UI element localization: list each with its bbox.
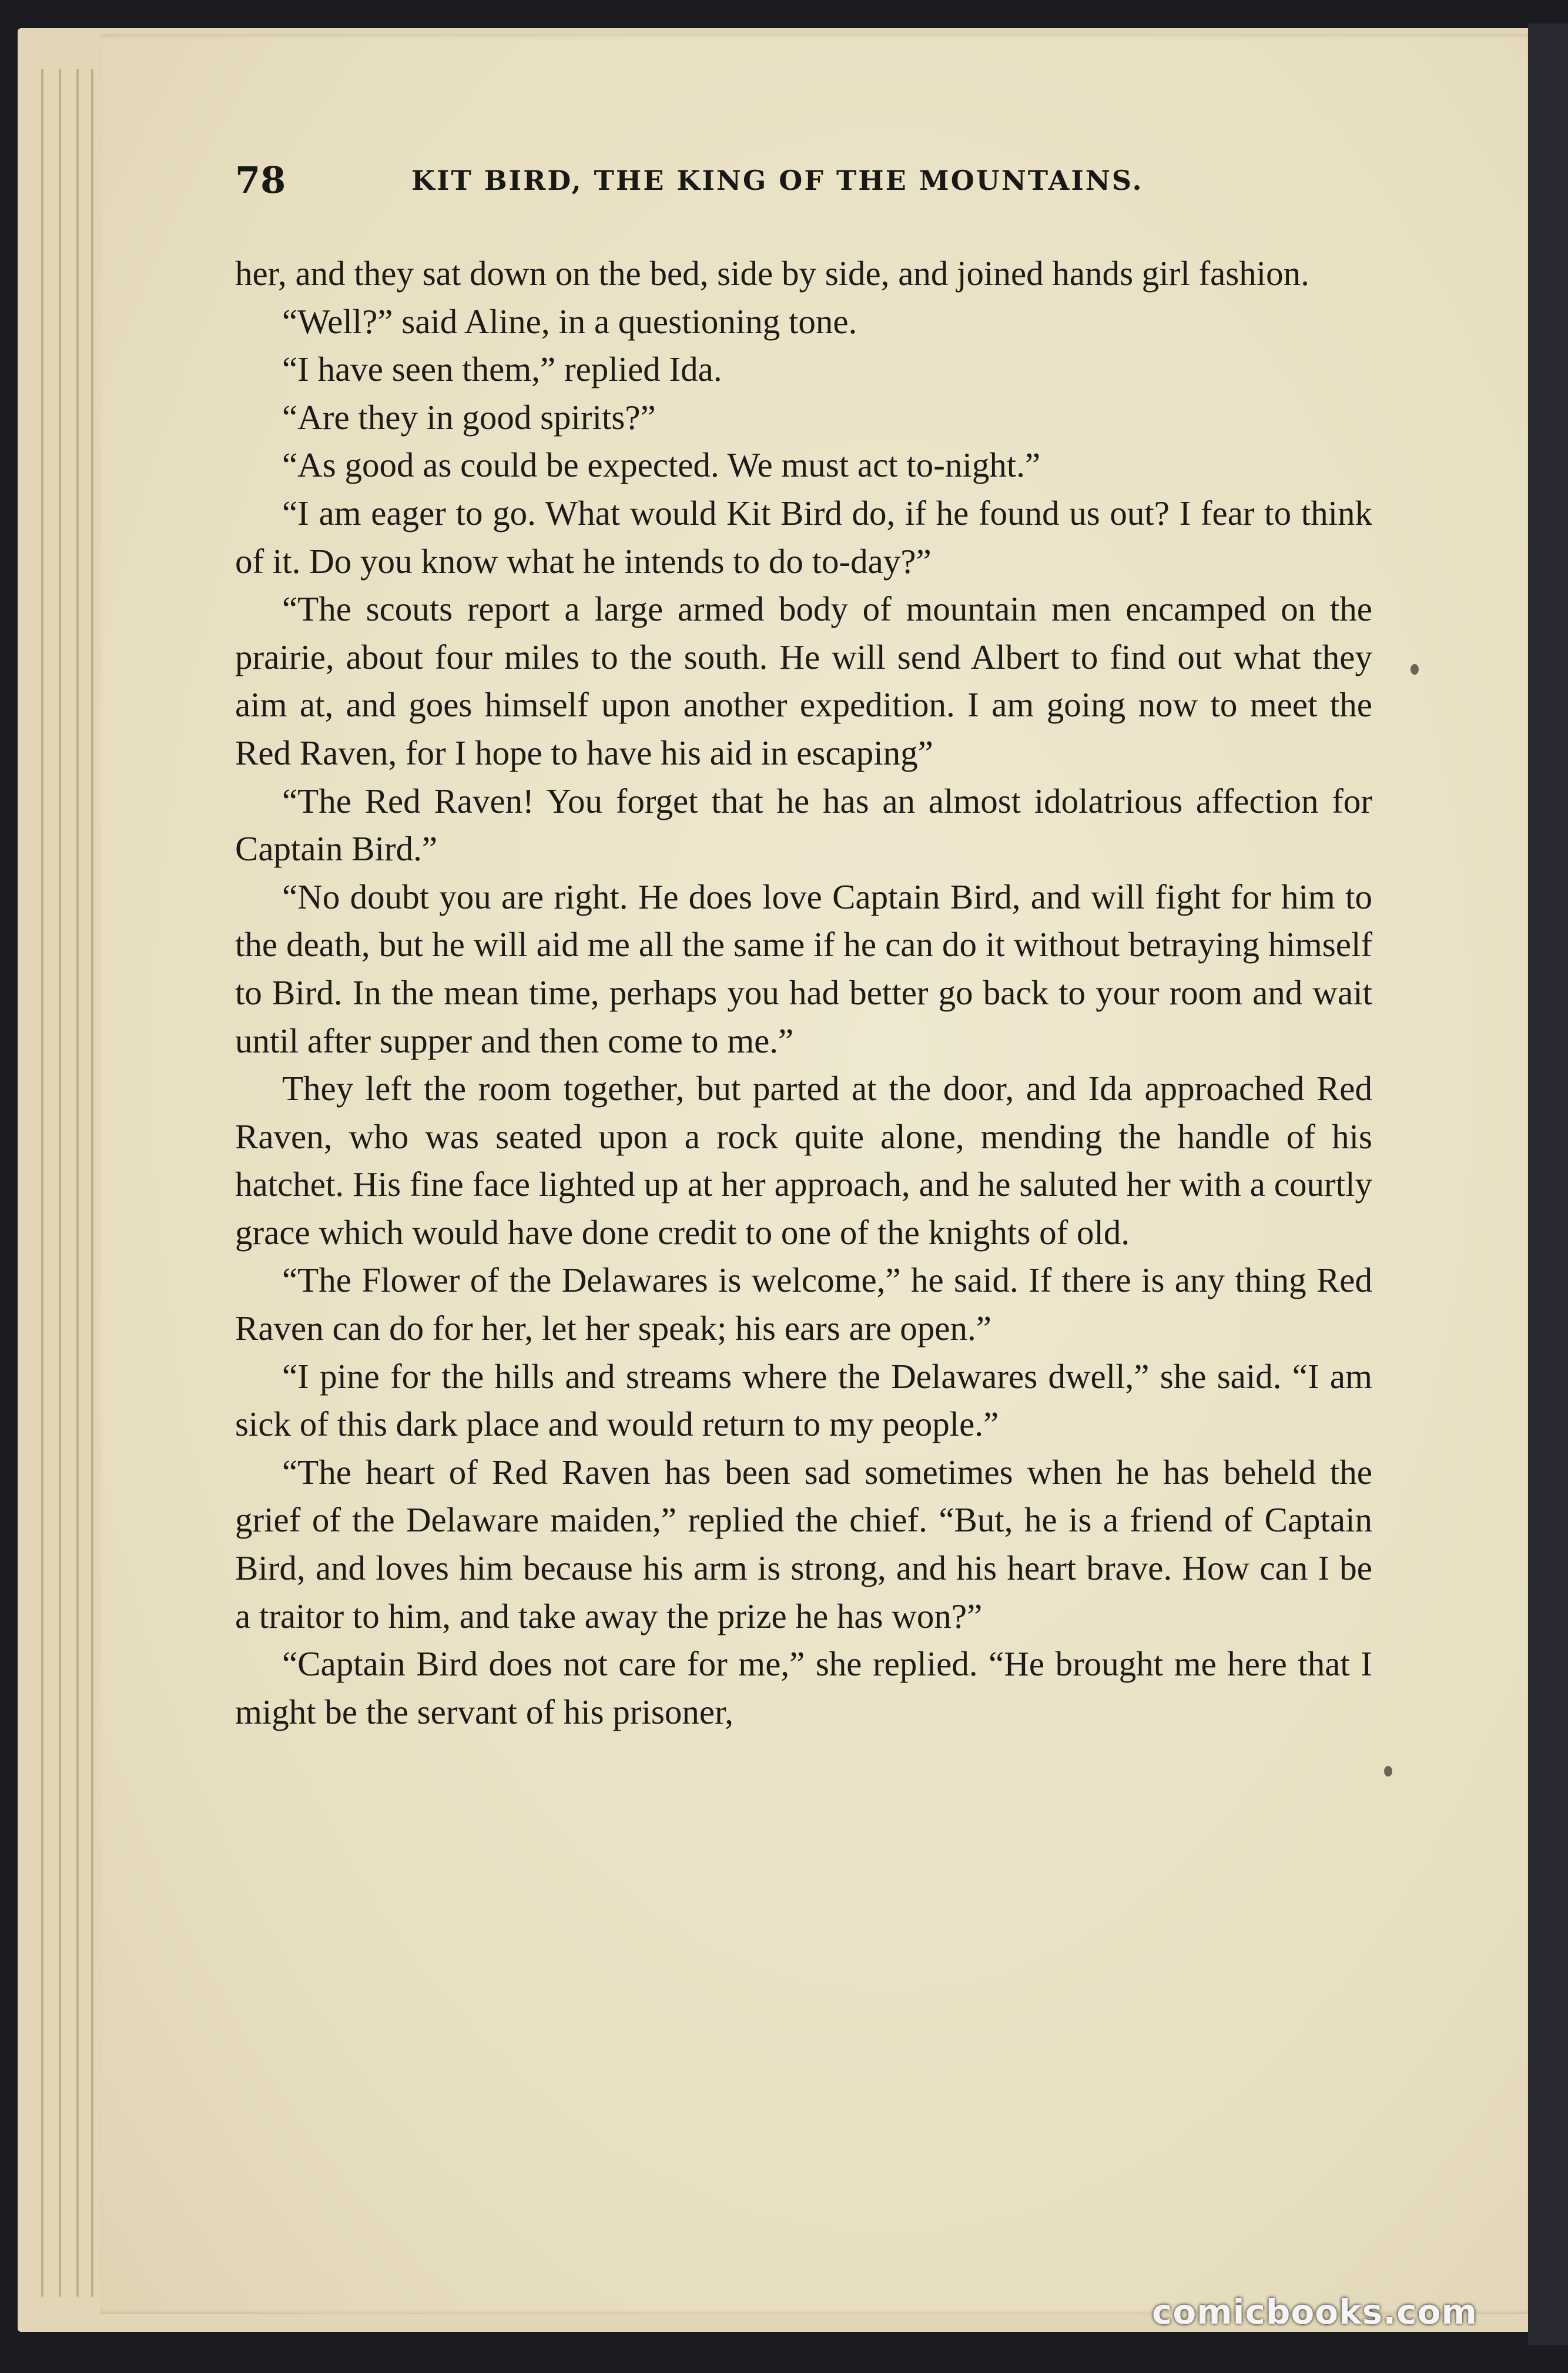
running-head: [135, 159, 1381, 206]
paragraph: “The heart of Red Raven has been sad sometimes when he has beheld the grief of the Delaware maiden,” replied the chief. “But, he is a friend of Captain Bird, and loves him because his arm is strong, and his heart brave. How can I be a traitor to him, and take away the prize he has won?”: [235, 1452, 1372, 1635]
paragraph: her, and they sat down on the bed, side by side, and joined hands girl fashion.: [235, 254, 1309, 293]
page-edge-line: [76, 69, 79, 2297]
binding-shadow: [1528, 24, 1568, 2345]
body-text: [235, 250, 1372, 1736]
page-edge-line: [59, 69, 61, 2297]
paragraph: “The scouts report a large armed body of mountain men encamped on the prairie, about four miles to the south. He will send Albert to find out what they aim at, and goes himself upon another expedition. I am going now to meet the Red Raven, for I hope to have his aid in escaping”: [235, 589, 1372, 772]
paragraph: “No doubt you are right. He does love Captain Bird, and will fight for him to the death, but he will aid me all the same if he can do it without betraying himself to Bird. In the mean time, perhaps you had better go back to your room and wait until after supper and then come to me.”: [235, 877, 1372, 1060]
paragraph: “Are they in good spirits?”: [282, 397, 656, 437]
paragraph: They left the room together, but parted at the door, and Ida approached Red Raven, who was seated upon a rock quite alone, mending the handle of his hatchet. His fine face lighted up at her approach, and he saluted her with a courtly grace which would have done credit to one of the knights of old.: [235, 1069, 1372, 1252]
paragraph: “I pine for the hills and streams where the Delawares dwell,” she said. “I am sick of this dark place and would return to my people.”: [235, 1356, 1372, 1444]
page-edge-line: [91, 69, 93, 2297]
paragraph: “The Flower of the Delawares is welcome,” he said. If there is any thing Red Raven can do for her, let her speak; his ears are open.”: [235, 1261, 1372, 1348]
paragraph: “I have seen them,” replied Ida.: [282, 350, 722, 389]
paragraph: “As good as could be expected. We must act to-night.”: [282, 445, 1041, 485]
paragraph: “Well?” said Aline, in a questioning tone.: [282, 301, 857, 341]
running-title: KIT BIRD, THE KING OF THE MOUNTAINS.: [411, 165, 1144, 196]
site-watermark: comicbooks.com: [1152, 2292, 1477, 2332]
page-edge-line: [41, 69, 43, 2297]
paper-speck: [1410, 664, 1419, 675]
page-number: 78: [235, 159, 286, 202]
paragraph: “I am eager to go. What would Kit Bird do, if he found us out? I fear to think of it. Do you know what he intends to do to-day?”: [235, 493, 1372, 581]
paragraph: “The Red Raven! You forget that he has an almost idolatrious affection for Captain Bird.”: [235, 781, 1372, 869]
paragraph: “Captain Bird does not care for me,” she replied. “He brought me here that I might be the servant of his prisoner,: [235, 1644, 1372, 1731]
paper-speck: [1384, 1766, 1392, 1777]
